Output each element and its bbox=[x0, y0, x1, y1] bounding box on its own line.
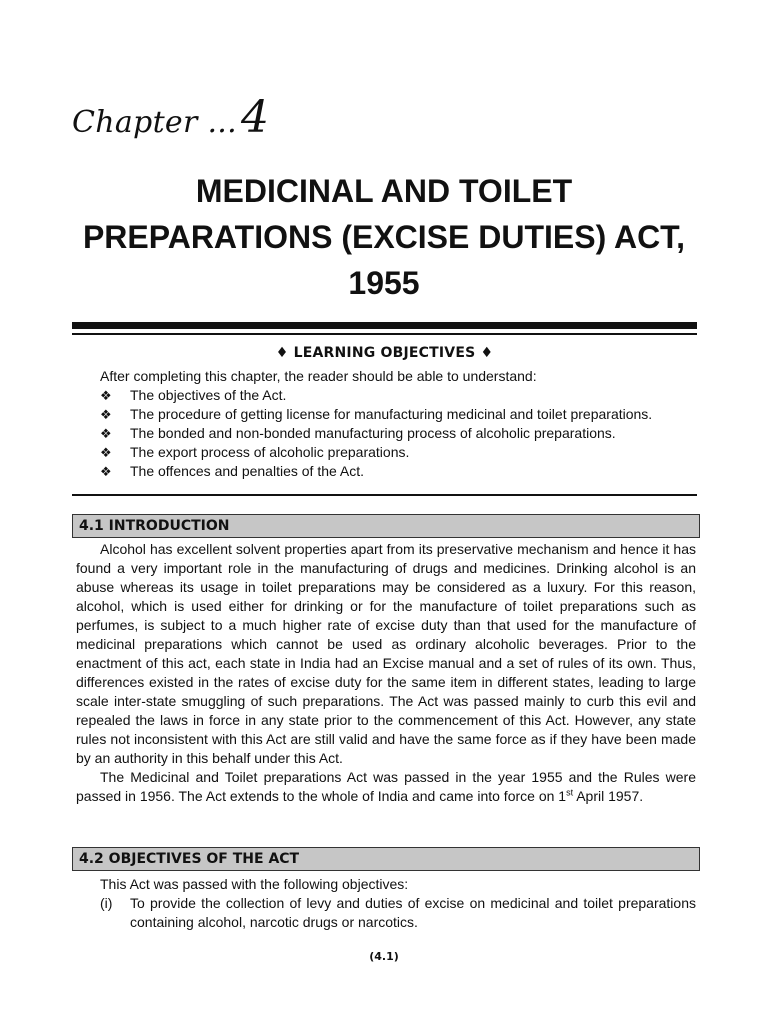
superscript: st bbox=[566, 787, 574, 798]
diamond-bullet-icon: ❖ bbox=[100, 407, 112, 422]
learning-objectives-list bbox=[100, 386, 700, 481]
title-divider-thin bbox=[72, 333, 697, 335]
learning-objectives-heading: ♦ LEARNING OBJECTIVES ♦ bbox=[275, 345, 494, 361]
page-number: (4.1) bbox=[369, 950, 399, 963]
title-line: MEDICINAL AND TOILET bbox=[195, 173, 573, 209]
chapter-number: 4 bbox=[240, 92, 270, 143]
chapter-title bbox=[40, 168, 728, 306]
diamond-bullet-icon: ❖ bbox=[100, 464, 112, 479]
list-item: ❖ The bonded and non-bonded manufacturing process of alcoholic preparations. bbox=[100, 425, 616, 441]
title-line: PREPARATIONS (EXCISE DUTIES) ACT, bbox=[82, 219, 686, 255]
list-item: ❖ The export process of alcoholic preparations. bbox=[100, 444, 410, 460]
title-divider-thick bbox=[72, 322, 697, 329]
diamond-bullet-icon: ❖ bbox=[100, 445, 112, 460]
item-text: To provide the collection of levy and duties of excise on medicinal and toilet preparations containing alcohol, narcotic drugs or narcotics. bbox=[130, 895, 696, 930]
diamond-bullet-icon: ❖ bbox=[100, 426, 112, 441]
learning-objectives-intro: After completing this chapter, the reader should be able to understand: bbox=[100, 368, 537, 384]
section-heading-objectives: 4.2 OBJECTIVES OF THE ACT bbox=[72, 847, 700, 871]
title-line: 1955 bbox=[348, 265, 420, 301]
paragraph: Alcohol has excellent solvent properties apart from its preservative mechanism and hence it has found a very important role in the manufacturing of drugs and medicines. Drinking alcohol is an abuse whereas its usage in toilet preparations may be considered as a luxury. For this reason, alcohol, which is used either for drinking or for the manufacture of toilet preparations such as perfumes, is subject to a much higher rate of excise duty than that used for the manufacture of medicinal preparations which cannot be used as ordinary alcoholic beverages. Prior to the enactment of this act, each state in India had an Excise manual and a set of rules of its own. Thus, differences existed in the rates of excise duty for the same item in different states, leading to large scale inter-state smuggling of such preparations. The Act was passed mainly to curb this evil and repealed the laws in force in any state prior to the commencement of this Act. However, any state rules not inconsistent with this Act are still valid and have the same force as if they have been made by an authority in this behalf under this Act. bbox=[76, 541, 696, 766]
list-item: ❖ The procedure of getting license for manufacturing medicinal and toilet preparations. bbox=[100, 406, 653, 422]
learning-objectives bbox=[100, 367, 700, 481]
section-heading-introduction: 4.1 INTRODUCTION bbox=[72, 514, 700, 538]
list-item bbox=[76, 894, 696, 932]
objectives-body bbox=[76, 875, 696, 932]
introduction-body bbox=[76, 540, 696, 806]
objectives-lead: This Act was passed with the following objectives: bbox=[100, 876, 409, 892]
item-marker: (i) bbox=[100, 895, 113, 911]
chapter-prefix: Chapter ... bbox=[72, 105, 237, 140]
objectives-divider bbox=[72, 494, 697, 496]
chapter-label bbox=[72, 92, 269, 143]
paragraph: The Medicinal and Toilet preparations Act was passed in the year 1955 and the Rules were passed in 1956. The Act extends to the whole of India and came into force on 1st April 1957. bbox=[76, 769, 696, 804]
list-item: ❖ The objectives of the Act. bbox=[100, 387, 287, 403]
diamond-bullet-icon: ❖ bbox=[100, 388, 112, 403]
list-item: ❖ The offences and penalties of the Act. bbox=[100, 463, 365, 479]
